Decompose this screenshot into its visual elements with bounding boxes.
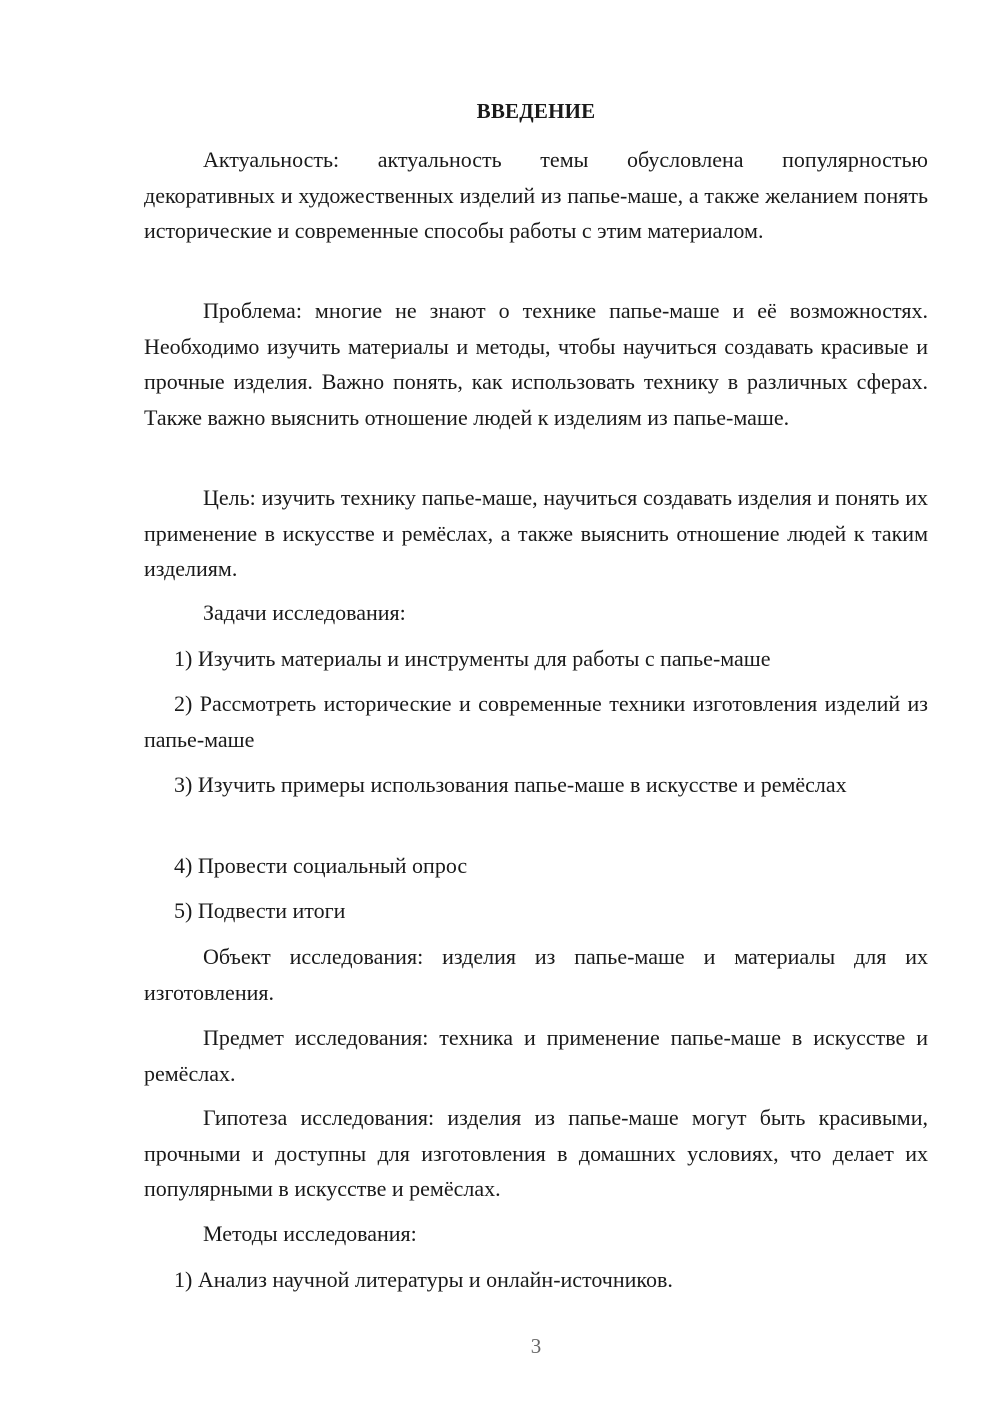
task-item-2: 2) Рассмотреть исторические и современные техники изготовления изделий из папье-маше (144, 691, 928, 752)
methods-title: Методы исследования: (203, 1221, 417, 1246)
paragraph-problem: Проблема: многие не знают о технике папье-маше и её возможностях. Необходимо изучить материалы и методы, чтобы научиться создавать красивые и прочные изделия. Важно понять, как использовать технику в различных сферах. Также важно выяснить отношение людей к изделиям из папье-маше. (144, 298, 928, 430)
task-item-1: 1) Изучить материалы и инструменты для работы с папье-маше (174, 646, 771, 671)
paragraph-hypothesis: Гипотеза исследования: изделия из папье-маше могут быть красивыми, прочными и доступны для изготовления в домашних условиях, что делает их популярными в искусстве и ремёслах. (144, 1105, 928, 1201)
document-page (144, 0, 928, 1414)
task-item-4: 4) Провести социальный опрос (174, 853, 468, 878)
tasks-title: Задачи исследования: (203, 600, 406, 625)
task-item-5: 5) Подвести итоги (174, 898, 346, 923)
paragraph-object: Объект исследования: изделия из папье-маше и материалы для их изготовления. (144, 944, 928, 1005)
paragraph-subject: Предмет исследования: техника и применение папье-маше в искусстве и ремёслах. (144, 1025, 928, 1086)
paragraph-goal: Цель: изучить технику папье-маше, научиться создавать изделия и понять их применение в искусстве и ремёслах, а также выяснить отношение людей к таким изделиям. (144, 485, 928, 581)
paragraph-relevance: Актуальность: актуальность темы обусловлена популярностью декоративных и художественных изделий из папье-маше, а также желанием понять исторические и современные способы работы с этим материалом. (144, 147, 928, 243)
page-number: 3 (530, 1334, 542, 1358)
method-item-1: 1) Анализ научной литературы и онлайн-источников. (174, 1267, 673, 1292)
section-heading: ВВЕДЕНИЕ (476, 99, 596, 123)
task-item-3: 3) Изучить примеры использования папье-маше в искусстве и ремёслах (174, 772, 847, 797)
